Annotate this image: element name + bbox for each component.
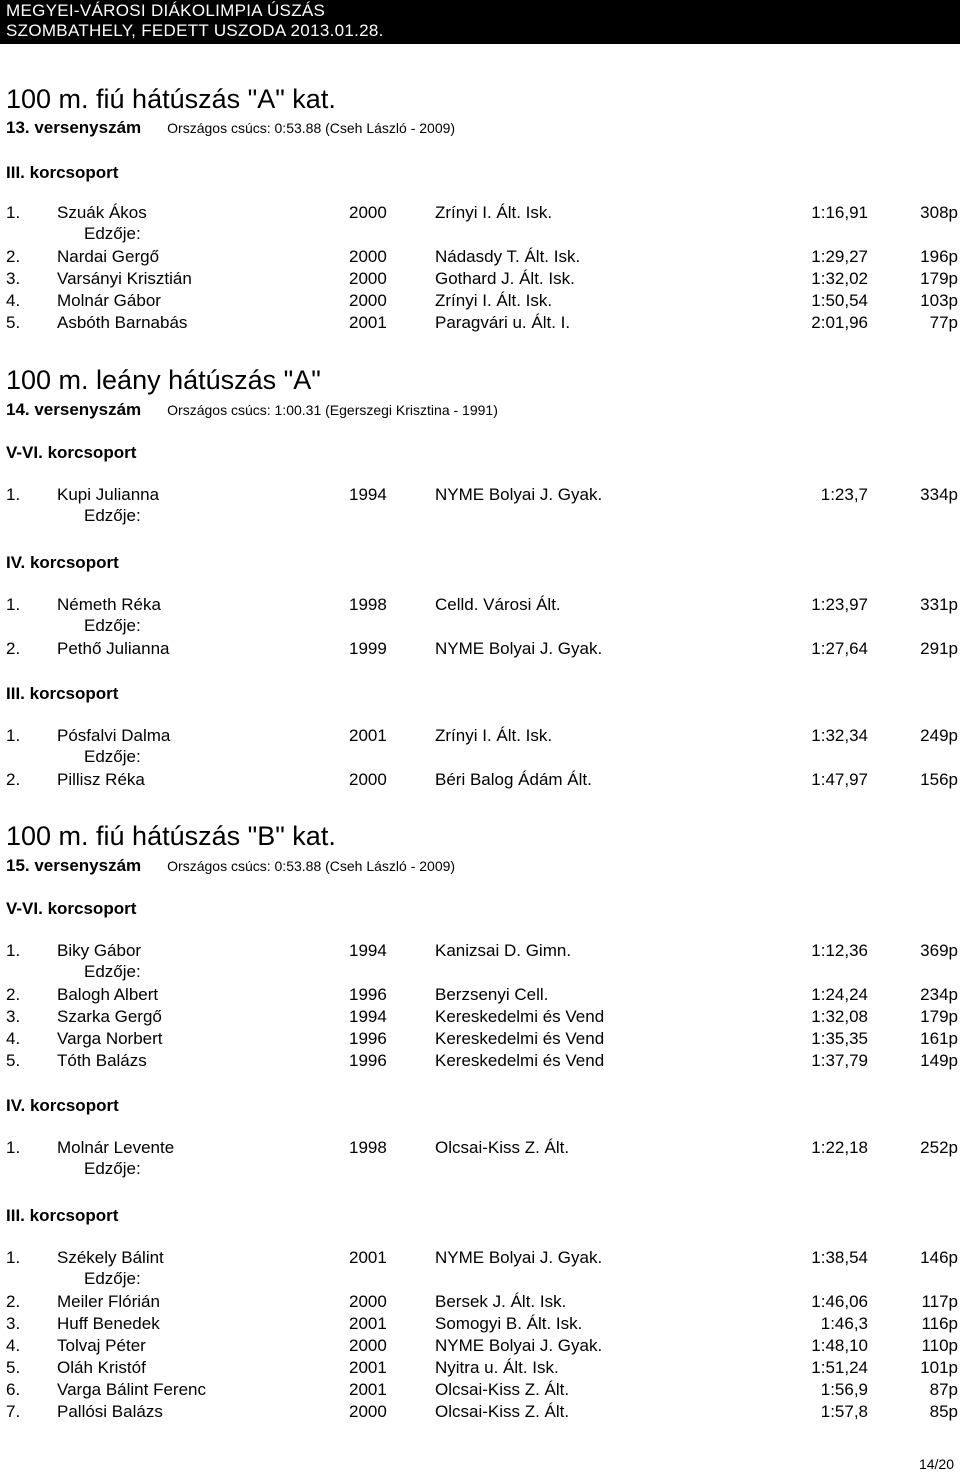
result-row — [0, 638, 960, 660]
swimmer-name: Tolvaj Péter — [57, 1336, 146, 1355]
age-group-heading: III. korcsoport — [6, 163, 119, 182]
result-time: 1:46,06 — [811, 1292, 868, 1311]
result-row — [0, 1006, 960, 1028]
points: 179p — [920, 1007, 958, 1026]
swimmer-name: Varga Bálint Ferenc — [57, 1380, 206, 1399]
result-row — [0, 246, 960, 268]
result-time: 1:35,35 — [811, 1029, 868, 1048]
result-row — [0, 1335, 960, 1357]
place: 3. — [6, 1007, 21, 1026]
birth-year: 1999 — [349, 639, 387, 658]
points: 77p — [929, 313, 958, 332]
result-time: 1:32,02 — [811, 269, 868, 288]
event-meta — [6, 400, 498, 420]
result-row — [0, 1401, 960, 1423]
age-group-heading: III. korcsoport — [6, 1206, 119, 1225]
result-time: 1:50,54 — [811, 291, 868, 310]
school-club: Somogyi B. Ált. Isk. — [435, 1314, 583, 1333]
page-number: 14/20 — [918, 1456, 954, 1472]
event-title: 100 m. fiú hátúszás "B" kat. — [6, 821, 336, 851]
birth-year: 2000 — [349, 770, 387, 789]
result-row — [0, 1291, 960, 1313]
points: 291p — [920, 639, 958, 658]
birth-year: 1996 — [349, 1029, 387, 1048]
swimmer-name: Varga Norbert — [57, 1029, 163, 1048]
place: 1. — [6, 1138, 21, 1157]
school-club: Berzsenyi Cell. — [435, 985, 549, 1004]
points: 103p — [920, 291, 958, 310]
swimmer-name: Oláh Kristóf — [57, 1358, 146, 1377]
swimmer-name: Pallósi Balázs — [57, 1402, 163, 1421]
place: 6. — [6, 1380, 21, 1399]
place: 4. — [6, 291, 21, 310]
birth-year: 1996 — [349, 1051, 387, 1070]
points: 85p — [929, 1402, 958, 1421]
event-meta — [6, 856, 455, 876]
result-row — [0, 1137, 960, 1159]
age-group-heading: V-VI. korcsoport — [6, 899, 137, 918]
school-club: Nádasdy T. Ált. Isk. — [435, 247, 581, 266]
result-row — [0, 1050, 960, 1072]
result-time: 1:51,24 — [811, 1358, 868, 1377]
place: 3. — [6, 1314, 21, 1333]
school-club: Kereskedelmi és Vend — [435, 1007, 605, 1026]
result-time: 1:29,27 — [811, 247, 868, 266]
place: 1. — [6, 1248, 21, 1267]
birth-year: 2000 — [349, 269, 387, 288]
school-club: Kanizsai D. Gimn. — [435, 941, 572, 960]
national-record: Országos csúcs: 1:00.31 (Egerszegi Krisztina - 1991) — [167, 402, 498, 418]
points: 149p — [920, 1051, 958, 1070]
points: 331p — [920, 595, 958, 614]
place: 2. — [6, 1292, 21, 1311]
birth-year: 2001 — [349, 1380, 387, 1399]
place: 5. — [6, 1051, 21, 1070]
result-time: 1:47,97 — [811, 770, 868, 789]
place: 1. — [6, 203, 21, 222]
swimmer-name: Szarka Gergő — [57, 1007, 162, 1026]
result-row — [0, 940, 960, 962]
points: 110p — [921, 1336, 958, 1355]
school-club: NYME Bolyai J. Gyak. — [435, 1248, 603, 1267]
event-title: 100 m. fiú hátúszás "A" kat. — [6, 84, 336, 114]
school-club: Olcsai-Kiss Z. Ált. — [435, 1402, 570, 1421]
school-club: Zrínyi I. Ált. Isk. — [435, 726, 553, 745]
place: 7. — [6, 1402, 21, 1421]
school-club: Nyitra u. Ált. Isk. — [435, 1358, 559, 1377]
place: 1. — [6, 595, 21, 614]
result-row — [0, 202, 960, 224]
age-group-heading: V-VI. korcsoport — [6, 443, 137, 462]
result-time: 1:32,34 — [811, 726, 868, 745]
result-time: 1:12,36 — [811, 941, 868, 960]
school-club: NYME Bolyai J. Gyak. — [435, 485, 603, 504]
points: 116p — [921, 1314, 958, 1333]
school-club: Kereskedelmi és Vend — [435, 1051, 605, 1070]
result-time: 1:23,7 — [820, 485, 868, 504]
result-time: 1:24,24 — [811, 985, 868, 1004]
age-group-heading: III. korcsoport — [6, 684, 119, 703]
place: 2. — [6, 247, 21, 266]
birth-year: 1994 — [349, 1007, 387, 1026]
national-record: Országos csúcs: 0:53.88 (Cseh László - 2009) — [167, 858, 456, 874]
result-row — [0, 1379, 960, 1401]
event-number: 15. versenyszám — [6, 856, 142, 875]
swimmer-name: Balogh Albert — [57, 985, 159, 1004]
swimmer-name: Molnár Gábor — [57, 291, 161, 310]
place: 2. — [6, 639, 21, 658]
school-club: NYME Bolyai J. Gyak. — [435, 1336, 603, 1355]
place: 5. — [6, 313, 21, 332]
school-club: Zrínyi I. Ált. Isk. — [435, 203, 553, 222]
points: 234p — [920, 985, 958, 1004]
result-time: 1:27,64 — [811, 639, 868, 658]
birth-year: 2000 — [349, 291, 387, 310]
event-number: 14. versenyszám — [6, 400, 142, 419]
place: 5. — [6, 1358, 21, 1377]
school-club: Gothard J. Ált. Isk. — [435, 269, 575, 288]
coach-label: Edzője: — [84, 506, 141, 525]
swimmer-name: Asbóth Barnabás — [57, 313, 188, 332]
swimmer-name: Kupi Julianna — [57, 485, 160, 504]
birth-year: 1996 — [349, 985, 387, 1004]
place: 4. — [6, 1336, 21, 1355]
points: 308p — [920, 203, 958, 222]
swimmer-name: Huff Benedek — [57, 1314, 160, 1333]
birth-year: 2001 — [349, 313, 387, 332]
age-group-heading: IV. korcsoport — [6, 553, 119, 572]
result-time: 1:23,97 — [811, 595, 868, 614]
swimmer-name: Molnár Levente — [57, 1138, 175, 1157]
result-time: 2:01,96 — [811, 313, 868, 332]
swimmer-name: Varsányi Krisztián — [57, 269, 192, 288]
coach-label: Edzője: — [84, 962, 141, 981]
place: 4. — [6, 1029, 21, 1048]
swimmer-name: Tóth Balázs — [57, 1051, 147, 1070]
header-subtitle: SZOMBATHELY, FEDETT USZODA 2013.01.28. — [6, 21, 384, 40]
birth-year: 2001 — [349, 726, 387, 745]
national-record: Országos csúcs: 0:53.88 (Cseh László - 2009) — [167, 120, 456, 136]
birth-year: 2000 — [349, 1292, 387, 1311]
result-row — [0, 984, 960, 1006]
points: 161p — [920, 1029, 958, 1048]
swimmer-name: Biky Gábor — [57, 941, 142, 960]
result-row — [0, 290, 960, 312]
points: 252p — [920, 1138, 958, 1157]
school-club: Zrínyi I. Ált. Isk. — [435, 291, 553, 310]
school-club: Bersek J. Ált. Isk. — [435, 1292, 567, 1311]
points: 369p — [920, 941, 958, 960]
points: 179p — [920, 269, 958, 288]
coach-label: Edzője: — [84, 1269, 141, 1288]
place: 2. — [6, 770, 21, 789]
birth-year: 1994 — [349, 941, 387, 960]
birth-year: 2001 — [349, 1248, 387, 1267]
school-club: Celld. Városi Ált. — [435, 595, 561, 614]
event-title: 100 m. leány hátúszás "A" — [6, 365, 321, 395]
result-row — [0, 268, 960, 290]
points: 101p — [920, 1358, 958, 1377]
place: 1. — [6, 726, 21, 745]
result-row — [0, 1357, 960, 1379]
result-time: 1:57,8 — [820, 1402, 868, 1421]
event-number: 13. versenyszám — [6, 118, 142, 137]
result-row — [0, 1028, 960, 1050]
birth-year: 2000 — [349, 1402, 387, 1421]
result-time: 1:22,18 — [811, 1138, 868, 1157]
birth-year: 2001 — [349, 1314, 387, 1333]
event-meta — [6, 118, 455, 138]
result-row — [0, 484, 960, 506]
points: 146p — [920, 1248, 958, 1267]
school-club: Kereskedelmi és Vend — [435, 1029, 605, 1048]
school-club: Olcsai-Kiss Z. Ált. — [435, 1138, 570, 1157]
birth-year: 1994 — [349, 485, 387, 504]
result-time: 1:46,3 — [820, 1314, 868, 1333]
place: 2. — [6, 985, 21, 1004]
swimmer-name: Pósfalvi Dalma — [57, 726, 171, 745]
school-club: NYME Bolyai J. Gyak. — [435, 639, 603, 658]
birth-year: 1998 — [349, 595, 387, 614]
birth-year: 2000 — [349, 203, 387, 222]
result-time: 1:48,10 — [811, 1336, 868, 1355]
result-row — [0, 769, 960, 791]
result-row — [0, 725, 960, 747]
place: 1. — [6, 941, 21, 960]
place: 3. — [6, 269, 21, 288]
birth-year: 1998 — [349, 1138, 387, 1157]
coach-label: Edzője: — [84, 616, 141, 635]
result-time: 1:37,79 — [811, 1051, 868, 1070]
coach-label: Edzője: — [84, 1159, 141, 1178]
result-row — [0, 1313, 960, 1335]
school-club: Olcsai-Kiss Z. Ált. — [435, 1380, 570, 1399]
points: 196p — [920, 247, 958, 266]
birth-year: 2001 — [349, 1358, 387, 1377]
points: 156p — [920, 770, 958, 789]
birth-year: 2000 — [349, 247, 387, 266]
place: 1. — [6, 485, 21, 504]
result-time: 1:56,9 — [820, 1380, 868, 1399]
points: 249p — [920, 726, 958, 745]
points: 334p — [920, 485, 958, 504]
swimmer-name: Nardai Gergő — [57, 247, 160, 266]
points: 117p — [921, 1292, 958, 1311]
coach-label: Edzője: — [84, 224, 141, 243]
age-group-heading: IV. korcsoport — [6, 1096, 119, 1115]
result-time: 1:38,54 — [811, 1248, 868, 1267]
swimmer-name: Székely Bálint — [57, 1248, 164, 1267]
birth-year: 2000 — [349, 1336, 387, 1355]
header-bar — [0, 0, 960, 44]
result-time: 1:32,08 — [811, 1007, 868, 1026]
school-club: Paragvári u. Ált. I. — [435, 313, 571, 332]
swimmer-name: Pethő Julianna — [57, 639, 170, 658]
school-club: Béri Balog Ádám Ált. — [435, 770, 592, 789]
swimmer-name: Pillisz Réka — [57, 770, 145, 789]
swimmer-name: Meiler Flórián — [57, 1292, 160, 1311]
coach-label: Edzője: — [84, 747, 141, 766]
result-row — [0, 594, 960, 616]
result-time: 1:16,91 — [811, 203, 868, 222]
swimmer-name: Szuák Ákos — [57, 203, 147, 222]
result-row — [0, 312, 960, 334]
header-title: MEGYEI-VÁROSI DIÁKOLIMPIA ÚSZÁS — [6, 1, 326, 20]
result-row — [0, 1247, 960, 1269]
points: 87p — [929, 1380, 958, 1399]
swimmer-name: Németh Réka — [57, 595, 161, 614]
